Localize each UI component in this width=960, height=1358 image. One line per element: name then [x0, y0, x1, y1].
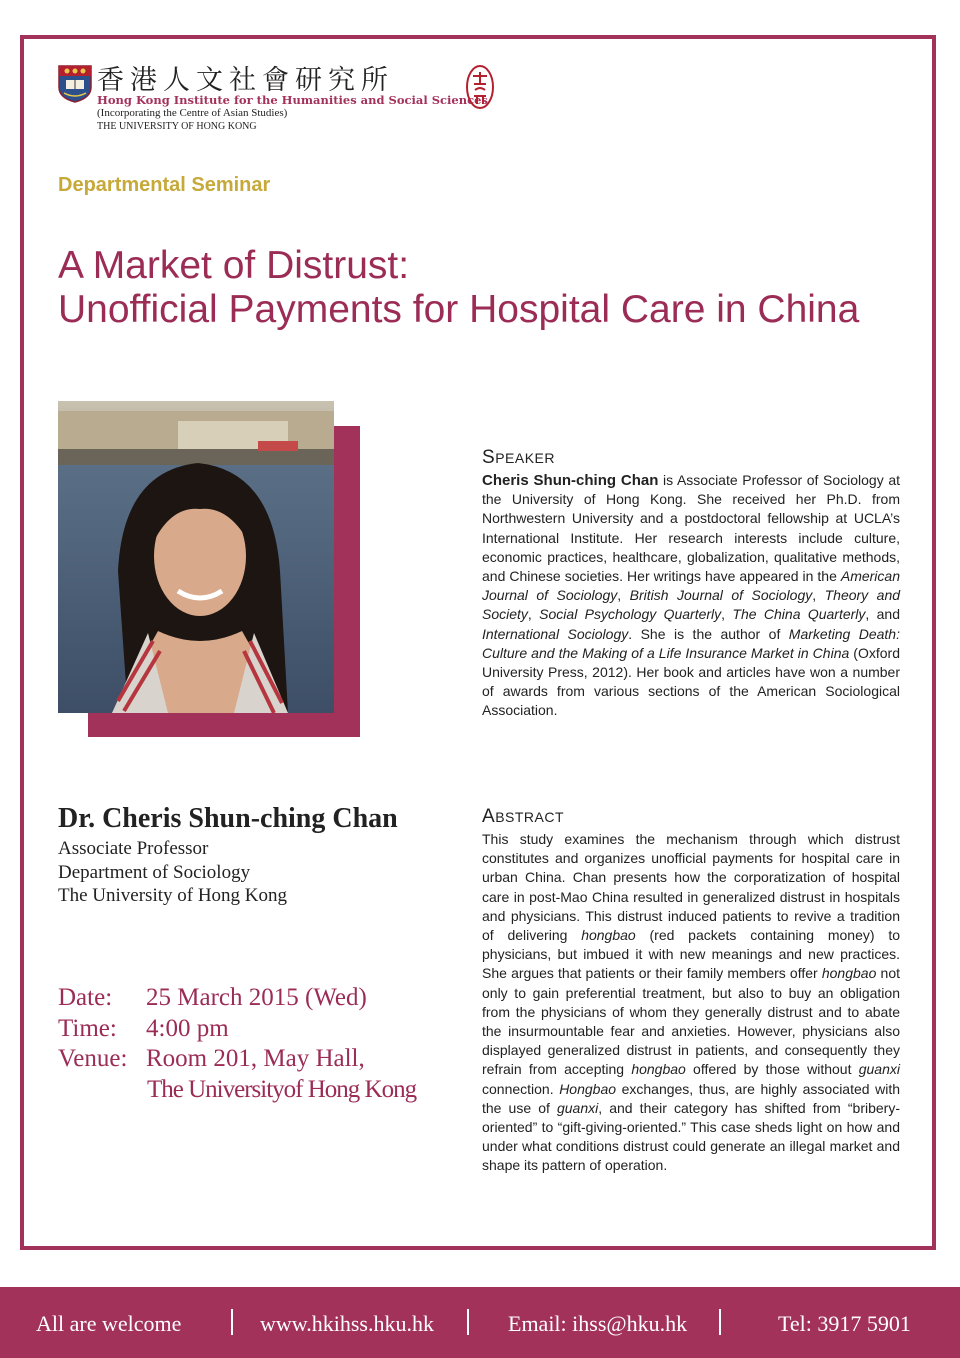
seminar-title	[58, 244, 918, 332]
sep-4: ,	[721, 606, 733, 623]
journal-3: Theory and Society	[482, 587, 901, 623]
abstract-text	[482, 830, 900, 1176]
institute-chinese-name: 香港人文社會研究所	[97, 65, 394, 96]
abs-p2: (red packets containing money) to physicians, but imbued it with new meanings and new practices. She argues that patients or their family members offer	[482, 927, 900, 982]
speaker-position: Associate Professor	[58, 838, 209, 859]
abs-p6: exchanges, thus, are highly associated with the use of	[482, 1080, 901, 1116]
journal-1: American Journal of Sociology	[482, 568, 900, 604]
footer-separator	[719, 1309, 721, 1335]
sep-5: , and	[865, 606, 901, 623]
speaker-name: Dr. Cheris Shun-ching Chan	[58, 803, 398, 834]
abs-p3: not only to gain preferential treatment, but also to buy an obligation from the physicians of whom they generally distrust and to abate the insurmountable fear and anxieties. However, physicians also displayed generalized distrust in patients, and consequently they refrain from accepting	[482, 965, 900, 1078]
speaker-affiliation	[58, 837, 287, 908]
abs-t2: hongbao	[821, 965, 877, 982]
abs-p7: , and their category has shifted from “bribery-oriented” to “gift-giving-oriented.” This case sheds light on how and under what conditions distrust could generate an illegal market and shape its pattern of operation.	[482, 1099, 900, 1174]
date-value: 25 March 2015 (Wed)	[146, 984, 367, 1011]
abs-t1: hongbao	[581, 927, 636, 944]
venue-value: Room 201, May Hall,	[146, 1045, 365, 1072]
bio-text-1: is Associate Professor of Sociology at the University of Hong Kong. She received her Ph.D. from Northwestern University and a postdoctoral fellowship at UCLA’s International Institute. Her research interests include culture, economic practices, healthcare, globalization, qualitative methods, and Chinese societies. Her writings have appeared in the	[482, 472, 900, 585]
bio-text-3: (Oxford University Press, 2012). Her book and articles have won a number of awards from various sections of the American Sociological Association.	[482, 644, 900, 719]
speaker-bio-name: Cheris Shun-ching Chan	[482, 472, 659, 489]
date-label: Date:	[58, 984, 113, 1011]
speaker-university: The University of Hong Kong	[58, 885, 288, 906]
footer-welcome: All are welcome	[36, 1311, 182, 1336]
sep-1: ,	[617, 587, 630, 604]
university-name: THE UNIVERSITY OF HONG KONG	[97, 121, 257, 132]
journal-6: International Sociology	[482, 625, 629, 642]
footer-separator	[467, 1309, 469, 1335]
institute-subtitle: (Incorporating the Centre of Asian Studies)	[97, 107, 288, 119]
title-line-2: Unofficial Payments for Hospital Care in China	[58, 288, 860, 331]
speaker-bio	[482, 471, 900, 721]
abstract-heading-rest: BSTRACT	[495, 809, 565, 825]
speaker-photo	[58, 401, 334, 713]
abs-t5: Hongbao	[559, 1080, 617, 1097]
journal-5: The China Quarterly	[732, 606, 866, 623]
footer-email-link[interactable]: Email: ihss@hku.hk	[508, 1311, 688, 1336]
abstract-heading	[482, 806, 564, 828]
institute-english-name: Hong Kong Institute for the Humanities and Social Sciences	[97, 93, 488, 107]
abs-t3: hongbao	[631, 1061, 686, 1078]
event-venue	[58, 1045, 365, 1073]
time-value: 4:00 pm	[146, 1015, 229, 1042]
seminar-label: Departmental Seminar	[58, 174, 271, 196]
footer-website-link[interactable]: www.hkihss.hku.hk	[260, 1311, 434, 1336]
sep-3: ,	[527, 606, 540, 623]
seal-icon	[465, 64, 495, 110]
title-line-1: A Market of Distrust:	[58, 244, 410, 287]
event-date	[58, 984, 367, 1012]
book-title: Marketing Death: Culture and the Making of a Life Insurance Market in China	[482, 625, 900, 661]
hku-crest-icon	[58, 65, 92, 103]
abs-t6: guanxi	[556, 1099, 599, 1116]
time-label: Time:	[58, 1015, 117, 1042]
abs-t4: guanxi	[858, 1061, 900, 1078]
venue-label: Venue:	[58, 1045, 128, 1072]
footer-separator	[231, 1309, 233, 1335]
footer-telephone: Tel: 3917 5901	[778, 1311, 911, 1336]
speaker-department: Department of Sociology	[58, 861, 251, 883]
abs-p1: This study examines the mechanism through which distrust constitutes and organizes unofficial payments for hospital care in urban China. Chan presents how the corporatization of hospital care in post-Mao China resulted in generalized distrust in hospitals and physicians. This distrust induced patients to revive a tradition of delivering	[482, 831, 900, 944]
speaker-heading	[482, 447, 555, 469]
speaker-heading-rest: PEAKER	[495, 450, 555, 466]
abs-p5: connection.	[482, 1080, 560, 1097]
journal-4: Social Psychology Quarterly	[539, 606, 722, 623]
venue-value-line-2: The Universityof Hong Kong	[147, 1076, 417, 1103]
speaker-heading-cap: S	[482, 447, 496, 468]
sep-2: ,	[812, 587, 825, 604]
event-time	[58, 1015, 229, 1043]
abstract-heading-cap: A	[482, 806, 496, 827]
bio-text-2: . She is the author of	[628, 625, 789, 642]
journal-2: British Journal of Sociology	[629, 587, 813, 604]
abs-p4: offered by those without	[685, 1061, 859, 1078]
